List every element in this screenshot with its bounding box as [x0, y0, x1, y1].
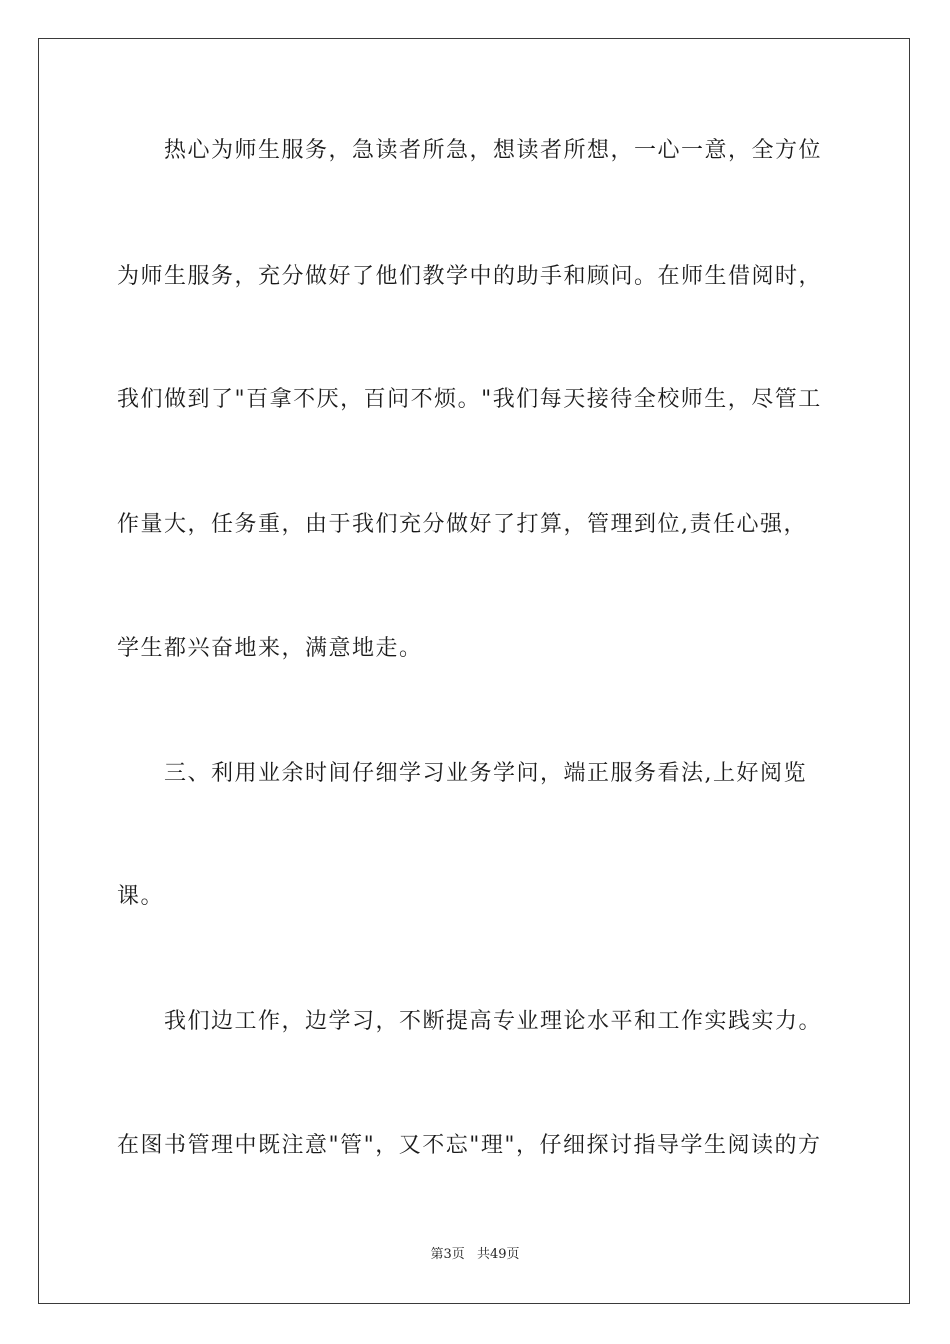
page-footer [0, 1246, 950, 1264]
paragraph-line-4: 作量大，任务重，由于我们充分做好了打算，管理到位,责任心强， [117, 512, 807, 537]
paragraph-line-5: 学生都兴奋地来，满意地走。 [117, 636, 423, 661]
page-total: 共49页 [476, 1247, 520, 1262]
section-heading-line-2: 课。 [117, 884, 165, 909]
paragraph-line-2: 为师生服务，充分做好了他们教学中的助手和顾问。在师生借阅时， [117, 264, 823, 289]
paragraph-line-1: 热心为师生服务，急读者所急，想读者所想，一心一意，全方位 [164, 138, 823, 163]
page-frame [38, 38, 910, 1304]
page-number: 第3页 [430, 1247, 465, 1262]
paragraph-line-7: 在图书管理中既注意"管"，又不忘"理"，仔细探讨指导学生阅读的方 [117, 1133, 822, 1158]
section-heading-line-1: 三、利用业余时间仔细学习业务学问，端正服务看法,上好阅览 [164, 761, 807, 786]
paragraph-line-6: 我们边工作，边学习，不断提高专业理论水平和工作实践实力。 [164, 1009, 823, 1034]
paragraph-line-3: 我们做到了"百拿不厌，百问不烦。"我们每天接待全校师生，尽管工 [117, 387, 822, 412]
